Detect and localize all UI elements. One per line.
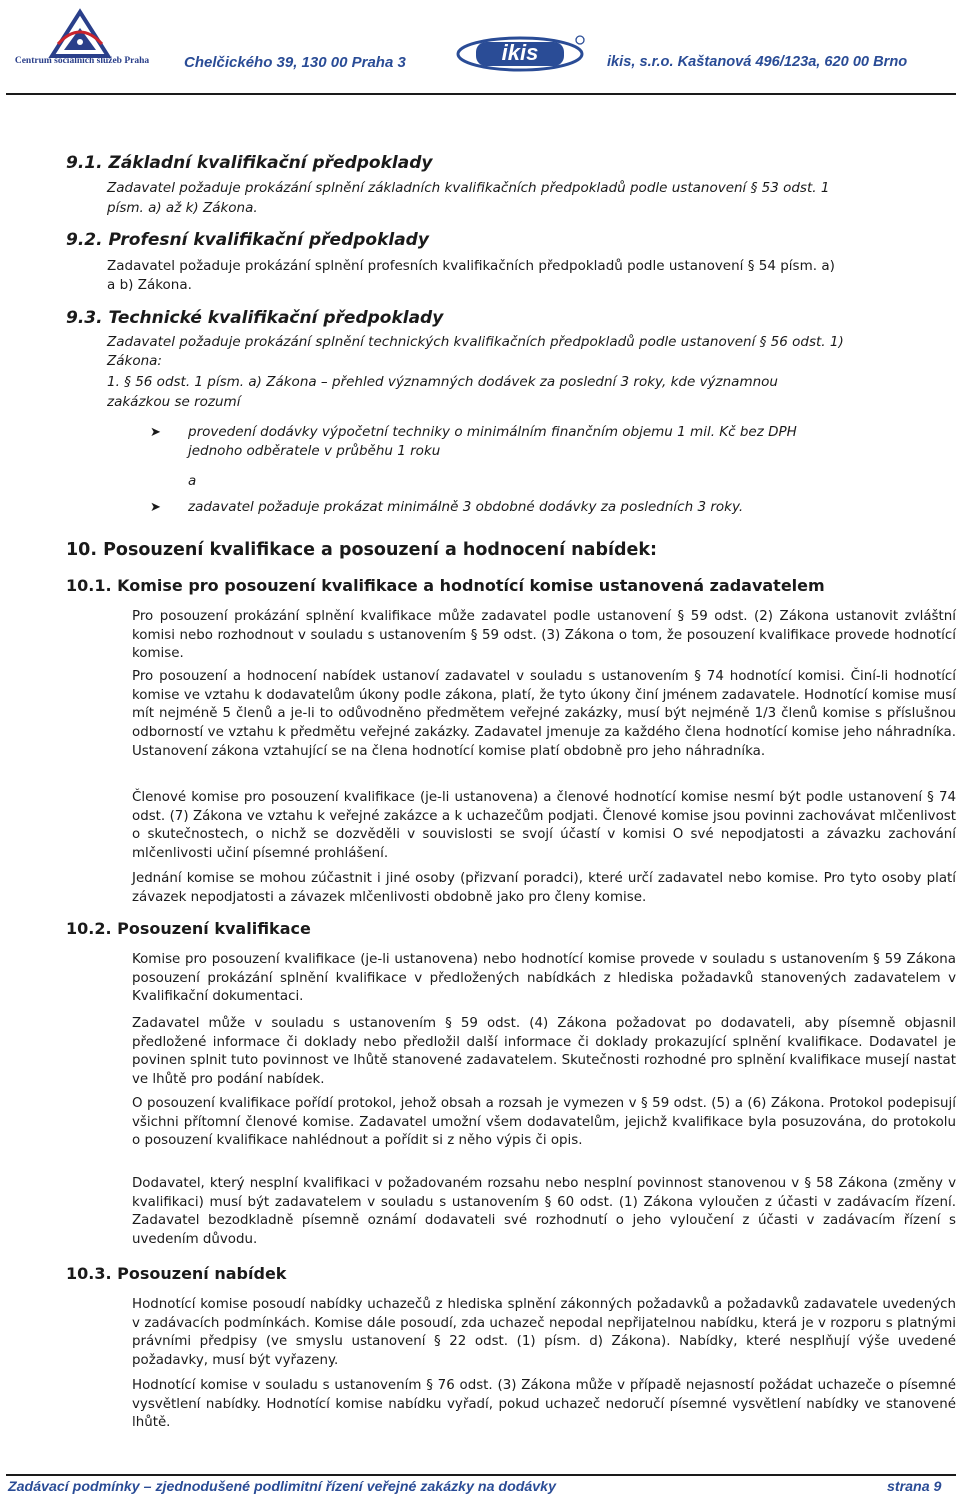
section-9-3-line-2: Zákona: xyxy=(107,353,162,369)
footer-left: Zadávací podmínky – zjednodušené podlimitní řízení veřejné zakázky na dodávky xyxy=(8,1479,556,1495)
header xyxy=(0,0,960,98)
bullet-connector: a xyxy=(188,473,197,489)
section-9-3-line-4: zakázkou se rozumí xyxy=(107,394,241,410)
section-9-1-heading: 9.1. Základní kvalifikační předpoklady xyxy=(66,153,433,173)
address-left: Chelčického 39, 130 00 Praha 3 xyxy=(184,54,406,71)
bullet-1-line-1: provedení dodávky výpočetní techniky o minimálním finančním objemu 1 mil. Kč bez DPH xyxy=(188,424,797,440)
section-10-heading: 10. Posouzení kvalifikace a posouzení a hodnocení nabídek: xyxy=(66,540,658,560)
bullet-1-line-2: jednoho odběratele v průběhu 1 roku xyxy=(188,443,441,459)
section-10-2-paragraph-1: Komise pro posouzení kvalifikace (je-li ustanovena) nebo hodnotící komise provede v souladu s ustanovením § 59 Zákona posouzení prokázání splnění kvalifikace v předložených nabídkách z hlediska požadavků stanovených zadavatelem v Kvalifikační dokumentaci. xyxy=(132,952,956,1005)
section-9-3-line-3: 1. § 56 odst. 1 písm. a) Zákona – přehled významných dodávek za poslední 3 roky, kde významnou xyxy=(107,374,778,390)
org-logo xyxy=(6,4,158,68)
section-9-2-heading: 9.2. Profesní kvalifikační předpoklady xyxy=(66,230,429,250)
section-10-2-paragraph-2: Zadavatel může v souladu s ustanovením § 59 odst. (4) Zákona požadovat po dodavateli, aby písemně objasnil předložené informace či doklady nebo předložil další informace či doklady prokazující splnění kvalifikace. Dodavatel je povinen splnit tuto povinnost ve lhůtě stanovené zadavatelem. Skutečnosti rozhodné pro splnění kvalifikace musejí nastat ve lhůtě pro podání nabídek. xyxy=(132,1016,956,1088)
section-10-1-paragraph-1: Pro posouzení prokázání splnění kvalifikace může zadavatel podle ustanovení § 59 odst. (2) Zákona ustanovit zvláštní komisi nebo rozhodnout v souladu s ustanovením § 59 odst. (3) Zákona o tom, že posouzení kvalifikace provede hodnotící komise. xyxy=(132,609,956,662)
ikis-logo-text: ikis xyxy=(501,40,539,65)
section-10-2-paragraph-3: O posouzení kvalifikace pořídí protokol, jehož obsah a rozsah je vymezen v § 59 odst. (5) a (6) Zákona. Protokol podepisují všichni přítomní členové komise. Zadavatel umožní všem dodavatelům, jejichž kvalifikace byla posuzována, do protokolu o posouzení kvalifikace nahlédnout a pořídit si z něho výpis či opis. xyxy=(132,1096,956,1149)
section-10-1-paragraph-2: Pro posouzení a hodnocení nabídek ustanoví zadavatel v souladu s ustanovením § 74 hodnotící komisi. Činí-li hodnotící komise ve vztahu k dodavatelům úkony podle zákona, platí, že tyto úkony činí jménem zadavatele. Hodnotící komise musí mít nejméně 5 členů a je-li to odůvodněno předmětem veřejné zakázky, musí být nejméně 1/3 členů komise s příslušnou odborností ve vztahu k předmětu veřejné zakázky. Zadavatel jmenuje za každého člena hodnotící komise jeho náhradníka. Ustanovení zákona vztahující se na člena hodnotící komise platí obdobně pro jeho náhradníka. xyxy=(132,669,956,759)
section-9-2-line-2: a b) Zákona. xyxy=(107,277,192,293)
section-9-2-line-1: Zadavatel požaduje prokázání splnění profesních kvalifikačních předpokladů podle ustanovení § 54 písm. a) xyxy=(107,258,835,274)
section-10-2-heading: 10.2. Posouzení kvalifikace xyxy=(66,919,311,938)
section-10-3-paragraph-2: Hodnotící komise v souladu s ustanovením § 76 odst. (3) Zákona může v případě nejasností požádat uchazeče o písemné vysvětlení nabídky. Hodnotící komise nabídku vyřadí, pokud uchazeč nedoručí písemné vysvětlení nabídky ve stanovené lhůtě. xyxy=(132,1378,956,1431)
section-9-1-line-2: písm. a) až k) Zákona. xyxy=(107,200,258,216)
section-9-3-line-1: Zadavatel požaduje prokázání splnění technických kvalifikačních předpokladů podle ustanovení § 56 odst. 1) xyxy=(107,334,844,350)
section-10-1-heading: 10.1. Komise pro posouzení kvalifikace a hodnotící komise ustanovená zadavatelem xyxy=(66,576,825,595)
section-10-3-paragraph-1: Hodnotící komise posoudí nabídky uchazečů z hlediska splnění zákonných požadavků a požadavků zadavatele uvedených v zadávacích podmínkách. Komise dále posoudí, zda uchazeč nepodal nepřijatelnou nabídku, která je v rozporu s platnými právními předpisy (ve smyslu ustanovení § 22 odst. (1) písm. d) Zákona). Nabídky, které nesplňují výše uvedené požadavky, musí být vyřazeny. xyxy=(132,1297,956,1369)
ikis-logo xyxy=(452,28,592,74)
org-logo-text: Centrum sociálních služeb Praha xyxy=(14,56,150,66)
section-10-2-paragraph-4: Dodavatel, který nesplní kvalifikaci v požadovaném rozsahu nebo nesplní povinnost stanovenou v § 58 Zákona (změny v kvalifikaci) musí být zadavatelem v souladu s ustanovením § 60 odst. (1) Zákona vyloučen z účasti v zadávacím řízení. Zadavatel bezodkladně písemně oznámí dodavateli své rozhodnutí o jeho vyloučení z účasti v zadávacím řízení s uvedením důvodu. xyxy=(132,1176,956,1248)
footer-rule xyxy=(6,1474,956,1476)
section-9-1-line-1: Zadavatel požaduje prokázání splnění základních kvalifikačních předpokladů podle ustanovení § 53 odst. 1 xyxy=(107,180,830,196)
section-9-3-heading: 9.3. Technické kvalifikační předpoklady xyxy=(66,308,444,328)
arrow-bullet-icon: ➤ xyxy=(150,425,161,440)
section-10-1-paragraph-4: Jednání komise se mohou zúčastnit i jiné osoby (přizvaní poradci), které určí zadavatel nebo komise. Pro tyto osoby platí závazek nepodjatosti a závazek mlčenlivosti obdobně jako pro členy komise. xyxy=(132,871,956,905)
section-10-3-heading: 10.3. Posouzení nabídek xyxy=(66,1264,287,1283)
section-10-1-paragraph-3: Členové komise pro posouzení kvalifikace (je-li ustanovena) a členové hodnotící komise nesmí být podle ustanovení § 74 odst. (7) Zákona ve vztahu k veřejné zakázce a k uchazečům podjati. Členové komise jsou povinni zachovávat mlčenlivost o skutečnostech, o nichž se dozvěděli v souvislosti se svojí účastí v komisi O své nepodjatosti a závazku zachování mlčenlivosti učiní písemné prohlášení. xyxy=(132,790,956,862)
footer-page-number: strana 9 xyxy=(887,1479,942,1495)
address-right: ikis, s.r.o. Kaštanová 496/123a, 620 00 Brno xyxy=(607,54,908,70)
header-rule xyxy=(6,93,956,95)
arrow-bullet-icon: ➤ xyxy=(150,500,161,515)
bullet-2-line-1: zadavatel požaduje prokázat minimálně 3 obdobné dodávky za posledních 3 roky. xyxy=(188,499,744,515)
